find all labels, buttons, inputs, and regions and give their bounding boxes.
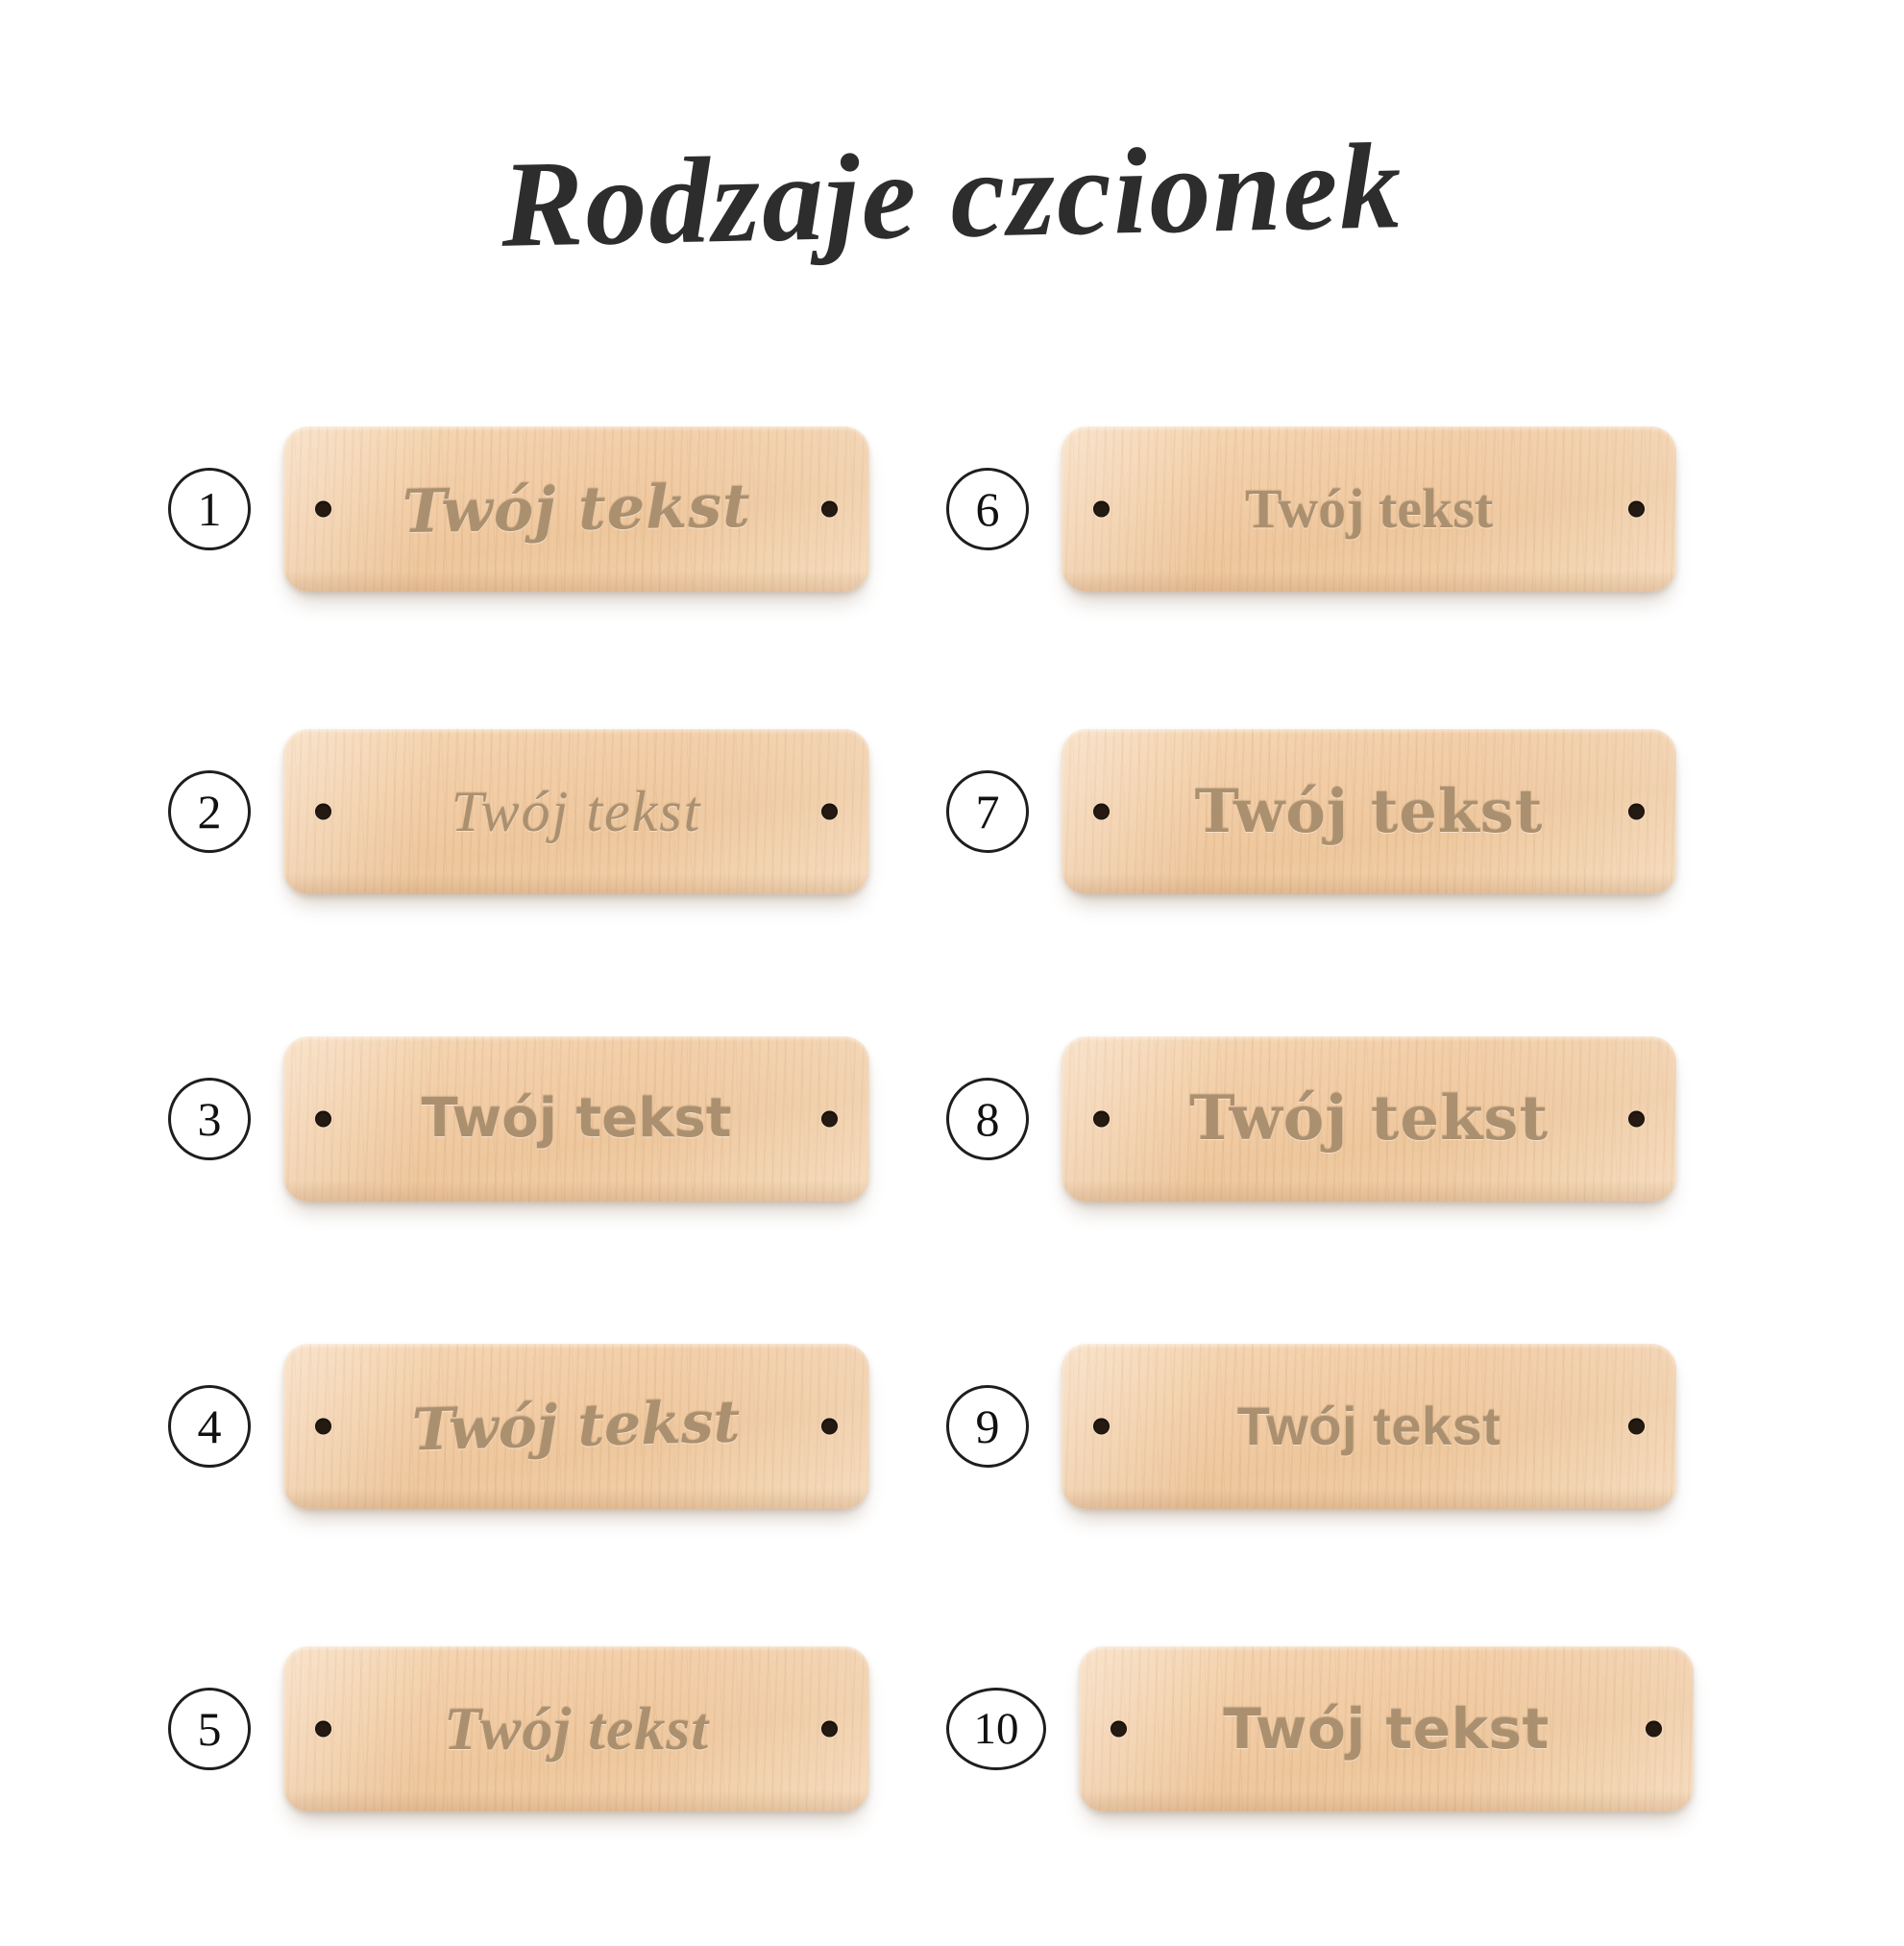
tag-hole-left-icon xyxy=(315,501,331,518)
tag-sample-9[interactable] xyxy=(946,1330,1676,1522)
tag-engraved-text: Twój tekst xyxy=(1194,776,1544,846)
tag-hole-left-icon xyxy=(1093,501,1110,518)
wooden-tag[interactable] xyxy=(283,729,869,894)
tag-hole-right-icon xyxy=(1646,1721,1662,1738)
tag-number-badge: 3 xyxy=(168,1078,251,1160)
tag-hole-right-icon xyxy=(821,501,838,518)
tag-hole-left-icon xyxy=(315,804,331,820)
tag-engraved-text: Twój tekst xyxy=(1223,1696,1550,1762)
tag-engraved-text: Twój tekst xyxy=(402,470,751,547)
tag-sample-2[interactable] xyxy=(168,716,869,908)
tag-hole-left-icon xyxy=(315,1721,331,1738)
tag-engraved-text: Twój tekst xyxy=(451,780,702,843)
tag-engraved-text: Twój tekst xyxy=(1188,1082,1550,1155)
tag-number-badge: 1 xyxy=(168,468,251,550)
tag-hole-left-icon xyxy=(1093,1419,1110,1435)
tag-hole-right-icon xyxy=(1628,501,1645,518)
tag-sample-10[interactable] xyxy=(946,1633,1694,1825)
wooden-tag[interactable] xyxy=(1079,1646,1694,1812)
tag-sample-7[interactable] xyxy=(946,716,1676,908)
wooden-tag[interactable] xyxy=(283,1036,869,1202)
tag-engraved-text: Twój tekst xyxy=(1236,1396,1501,1456)
tag-sample-6[interactable] xyxy=(946,413,1676,605)
tag-hole-right-icon xyxy=(821,1111,838,1128)
tag-sample-5[interactable] xyxy=(168,1633,869,1825)
tag-number-badge: 6 xyxy=(946,468,1029,550)
tag-number-badge: 8 xyxy=(946,1078,1029,1160)
tag-sample-1[interactable] xyxy=(168,413,869,605)
tag-hole-right-icon xyxy=(821,804,838,820)
tag-number-badge: 4 xyxy=(168,1385,251,1468)
tag-engraved-text: Twój tekst xyxy=(1244,477,1494,540)
tag-hole-left-icon xyxy=(315,1111,331,1128)
wooden-tag[interactable] xyxy=(1062,426,1676,592)
tag-sample-3[interactable] xyxy=(168,1023,869,1215)
tag-hole-right-icon xyxy=(1628,804,1645,820)
wooden-tag[interactable] xyxy=(1062,1036,1676,1202)
tag-number-badge: 2 xyxy=(168,770,251,853)
tag-engraved-text: Twój tekst xyxy=(421,1087,732,1150)
tag-number-badge: 9 xyxy=(946,1385,1029,1468)
tag-hole-right-icon xyxy=(821,1419,838,1435)
wooden-tag[interactable] xyxy=(283,1646,869,1812)
tag-grid xyxy=(0,384,1904,1883)
tag-hole-right-icon xyxy=(821,1721,838,1738)
tag-hole-left-icon xyxy=(1093,1111,1110,1128)
wooden-tag[interactable] xyxy=(1062,729,1676,894)
wooden-tag[interactable] xyxy=(283,426,869,592)
tag-hole-left-icon xyxy=(1111,1721,1127,1738)
tag-hole-left-icon xyxy=(315,1419,331,1435)
wooden-tag[interactable] xyxy=(283,1344,869,1509)
tag-hole-right-icon xyxy=(1628,1419,1645,1435)
tag-engraved-text: Twój tekst xyxy=(443,1694,710,1763)
tag-sample-8[interactable] xyxy=(946,1023,1676,1215)
tag-number-badge: 5 xyxy=(168,1688,251,1770)
tag-sample-4[interactable] xyxy=(168,1330,869,1522)
page-title: Rodzaje czcionek xyxy=(500,117,1404,273)
tag-number-badge: 7 xyxy=(946,770,1029,853)
tag-hole-left-icon xyxy=(1093,804,1110,820)
tag-engraved-text: Twój tekst xyxy=(411,1388,742,1465)
tag-hole-right-icon xyxy=(1628,1111,1645,1128)
tag-number-badge: 10 xyxy=(946,1688,1046,1770)
wooden-tag[interactable] xyxy=(1062,1344,1676,1509)
